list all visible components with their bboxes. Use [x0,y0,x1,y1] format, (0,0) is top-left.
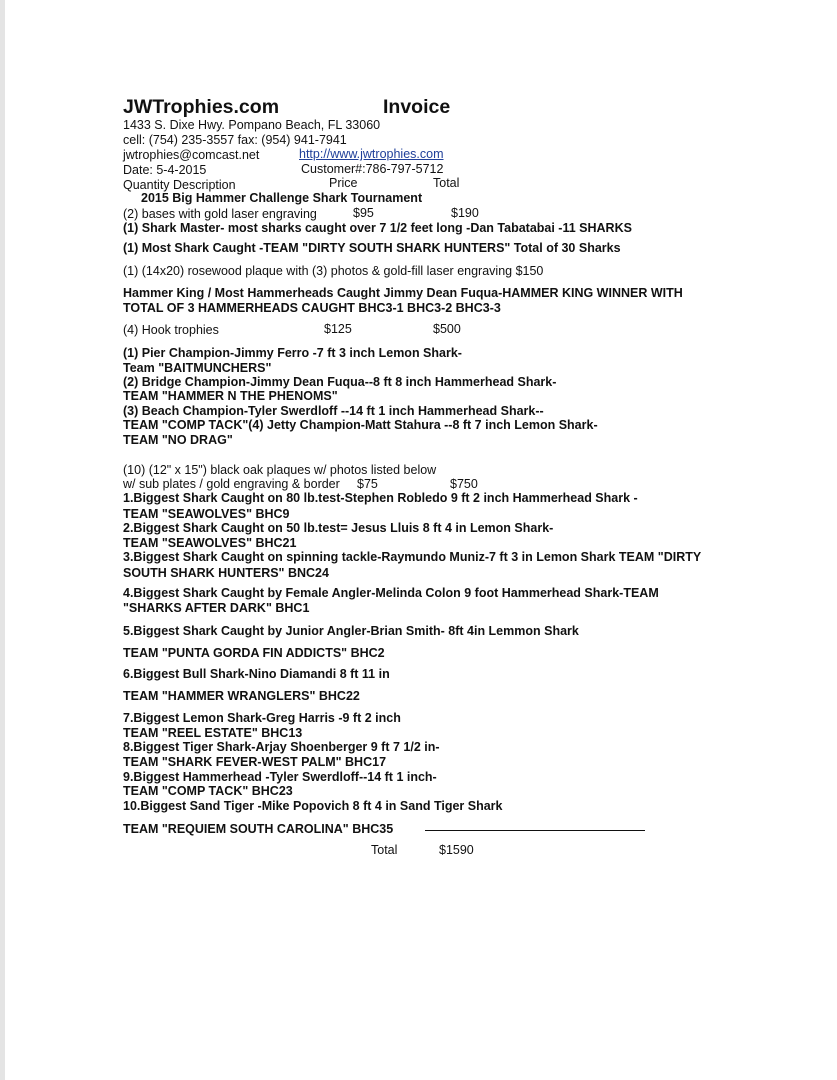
award-line: Team "BAITMUNCHERS" [123,361,272,375]
award-line: TEAM "REEL ESTATE" BHC13 [123,726,303,740]
item-3-price: $125 [324,322,352,336]
signature-line [425,830,645,831]
award-line: TEAM "NO DRAG" [123,433,233,447]
item-4-description: (10) (12" x 15") black oak plaques w/ photos listed below [123,463,437,477]
company-phone: cell: (754) 235-3557 fax: (954) 941-7941 [123,133,347,147]
award-line: TOTAL OF 3 HAMMERHEADS CAUGHT BHC3-1 BHC3-2 BHC3-3 [123,301,501,315]
company-email: jwtrophies@comcast.net [123,148,260,162]
invoice-date: Date: 5-4-2015 [123,163,207,177]
award-line: 1.Biggest Shark Caught on 80 lb.test-Stephen Robledo 9 ft 2 inch Hammerhead Shark - [123,491,638,505]
scan-edge [0,0,5,1080]
award-line: TEAM "HAMMER WRANGLERS" BHC22 [123,689,360,703]
award-line: 5.Biggest Shark Caught by Junior Angler-Brian Smith- 8ft 4in Lemmon Shark [123,624,579,638]
company-name: JWTrophies.com [123,96,280,118]
item-1-total: $190 [451,206,479,220]
total-value: $1590 [439,843,474,857]
award-line: 6.Biggest Bull Shark-Nino Diamandi 8 ft 11 in [123,667,390,681]
item-4-total: $750 [450,477,478,491]
total-label: Total [371,843,398,857]
award-line: TEAM "COMP TACK"(4) Jetty Champion-Matt Stahura --8 ft 7 inch Lemon Shark- [123,418,598,432]
company-website-link[interactable]: http://www.jwtrophies.com [299,147,444,161]
column-quantity-description: Quantity Description [123,178,236,192]
award-line: (1) Pier Champion-Jimmy Ferro -7 ft 3 inch Lemon Shark- [123,346,462,360]
customer-number: Customer#:786-797-5712 [301,162,444,176]
award-line: 4.Biggest Shark Caught by Female Angler-Melinda Colon 9 foot Hammerhead Shark-TEAM [123,586,659,600]
award-line: (2) Bridge Champion-Jimmy Dean Fuqua--8 ft 8 inch Hammerhead Shark- [123,375,557,389]
item-2-description: (1) (14x20) rosewood plaque with (3) photos & gold-fill laser engraving $150 [123,264,544,278]
award-line: TEAM "SEAWOLVES" BHC9 [123,507,290,521]
award-line: TEAM "PUNTA GORDA FIN ADDICTS" BHC2 [123,646,385,660]
invoice-title: Invoice [383,96,451,118]
item-4-description-2: w/ sub plates / gold engraving & border [123,477,340,491]
award-line: TEAM "COMP TACK" BHC23 [123,784,293,798]
award-line: 8.Biggest Tiger Shark-Arjay Shoenberger 9 ft 7 1/2 in- [123,740,440,754]
column-total: Total [433,176,460,190]
item-3-total: $500 [433,322,461,336]
award-line: 3.Biggest Shark Caught on spinning tackle-Raymundo Muniz-7 ft 3 in Lemon Shark TEAM "DIRTY [123,550,702,564]
award-line: (1) Most Shark Caught -TEAM "DIRTY SOUTH SHARK HUNTERS" Total of 30 Sharks [123,241,621,255]
award-line: TEAM "SEAWOLVES" BHC21 [123,536,297,550]
award-line: Hammer King / Most Hammerheads Caught Jimmy Dean Fuqua-HAMMER KING WINNER WITH [123,286,683,300]
event-title: 2015 Big Hammer Challenge Shark Tournament [141,191,423,205]
award-line: (1) Shark Master- most sharks caught over 7 1/2 feet long -Dan Tabatabai -11 SHARKS [123,221,632,235]
item-4-price: $75 [357,477,378,491]
award-line: TEAM "REQUIEM SOUTH CAROLINA" BHC35 [123,822,394,836]
item-1-description: (2) bases with gold laser engraving [123,207,317,221]
award-line: 9.Biggest Hammerhead -Tyler Swerdloff--14 ft 1 inch- [123,770,437,784]
column-price: Price [329,176,358,190]
award-line: 7.Biggest Lemon Shark-Greg Harris -9 ft 2 inch [123,711,401,725]
award-line: 2.Biggest Shark Caught on 50 lb.test= Jesus Lluis 8 ft 4 in Lemon Shark- [123,521,554,535]
award-line: TEAM "HAMMER N THE PHENOMS" [123,389,338,403]
company-address: 1433 S. Dixe Hwy. Pompano Beach, FL 33060 [123,118,381,132]
award-line: TEAM "SHARK FEVER-WEST PALM" BHC17 [123,755,387,769]
item-3-description: (4) Hook trophies [123,323,219,337]
award-line: 10.Biggest Sand Tiger -Mike Popovich 8 ft 4 in Sand Tiger Shark [123,799,503,813]
award-line: "SHARKS AFTER DARK" BHC1 [123,601,310,615]
award-line: (3) Beach Champion-Tyler Swerdloff --14 ft 1 inch Hammerhead Shark-- [123,404,544,418]
item-1-price: $95 [353,206,374,220]
award-line: SOUTH SHARK HUNTERS" BNC24 [123,566,329,580]
